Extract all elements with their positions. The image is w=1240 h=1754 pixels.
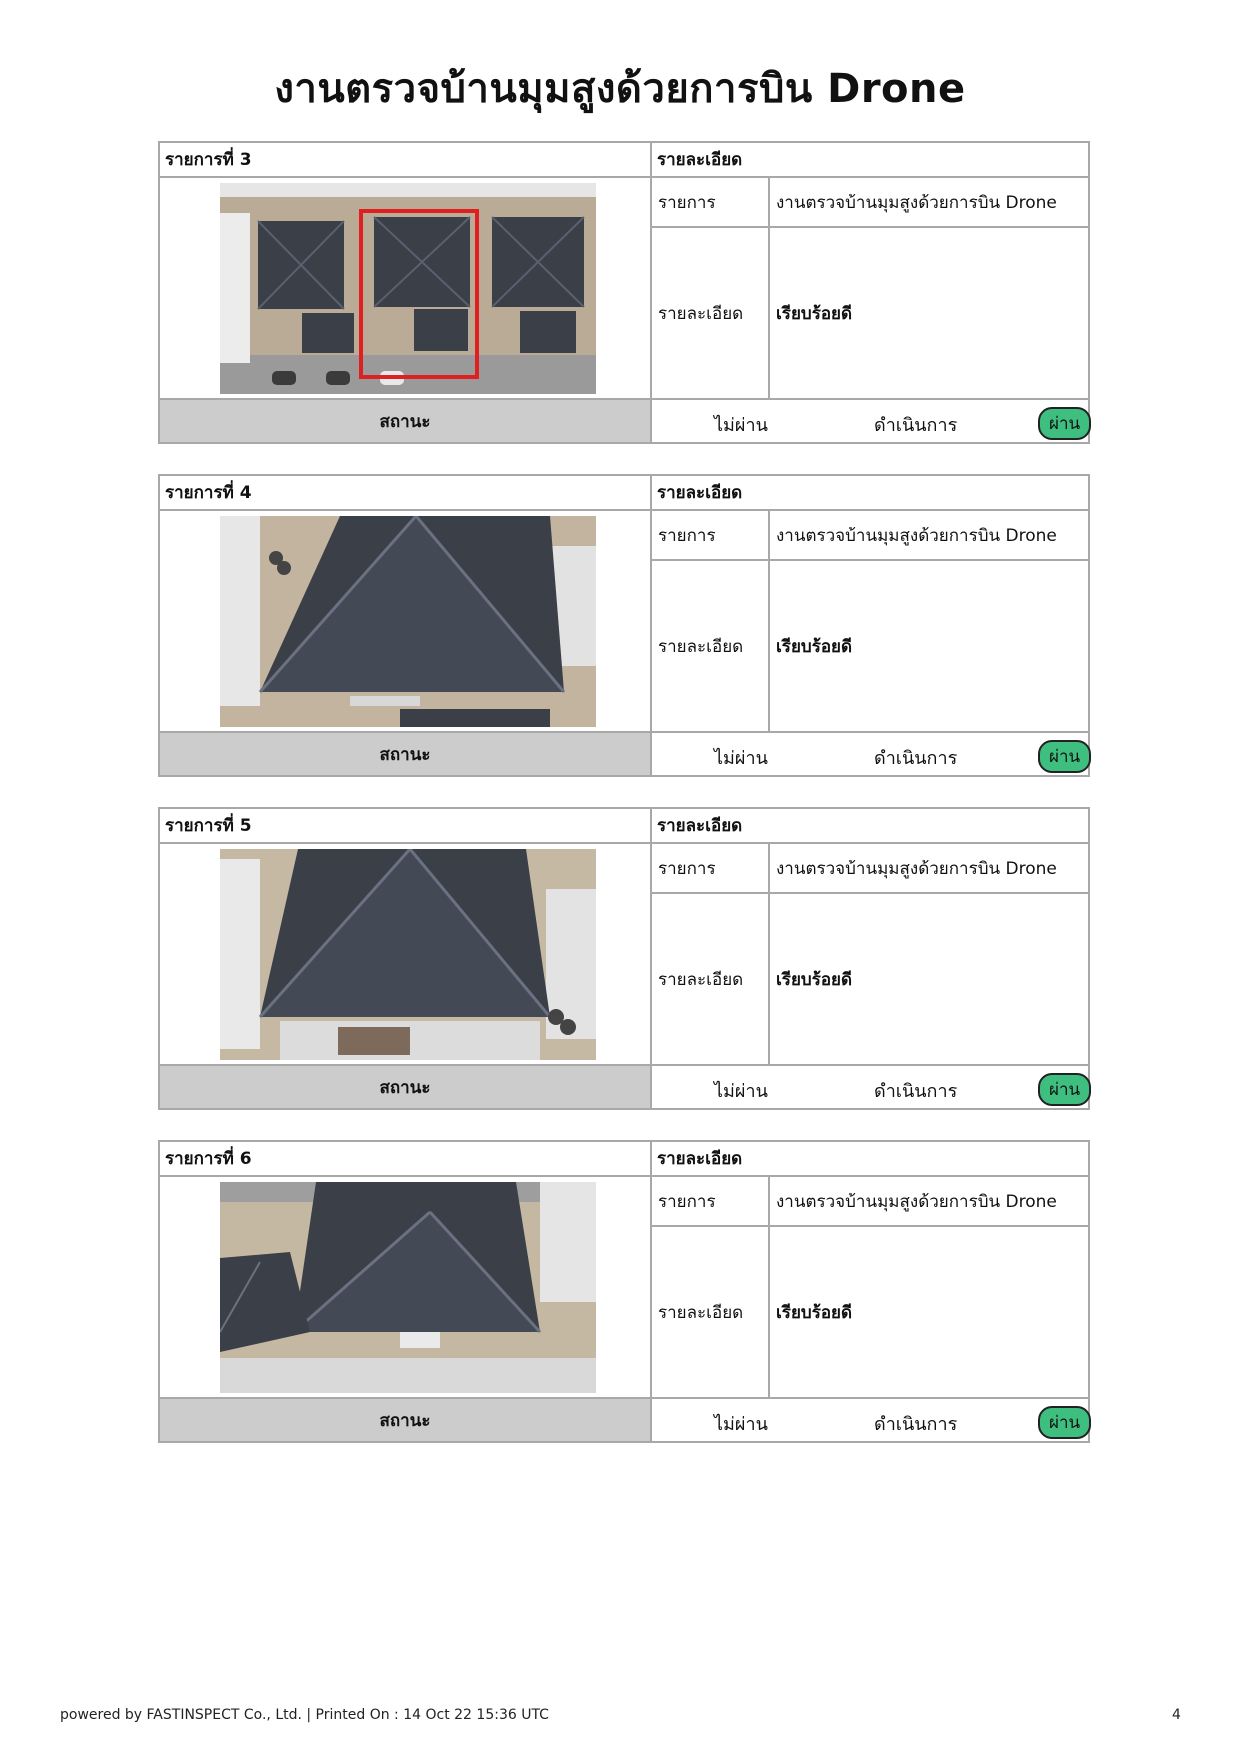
detail-value: เรียบร้อยดี <box>769 560 1089 732</box>
detail-label: รายละเอียด <box>651 893 769 1065</box>
item-number: รายการที่ 3 <box>159 142 651 177</box>
list-value: งานตรวจบ้านมุมสูงด้วยการบิน Drone <box>769 1176 1089 1226</box>
detail-label: รายละเอียด <box>651 227 769 399</box>
status-label: สถานะ <box>159 732 651 776</box>
detail-header: รายละเอียด <box>651 808 1089 843</box>
list-value: งานตรวจบ้านมุมสูงด้วยการบิน Drone <box>769 510 1089 560</box>
detail-value: เรียบร้อยดี <box>769 893 1089 1065</box>
detail-header: รายละเอียด <box>651 142 1089 177</box>
detail-header: รายละเอียด <box>651 1141 1089 1176</box>
detail-label: รายละเอียด <box>651 1226 769 1398</box>
list-label: รายการ <box>651 177 769 227</box>
status-fail-option[interactable]: ไม่ผ่าน <box>714 415 768 436</box>
status-in-progress-option[interactable]: ดำเนินการ <box>874 1081 958 1102</box>
status-in-progress-option[interactable]: ดำเนินการ <box>874 415 958 436</box>
list-value: งานตรวจบ้านมุมสูงด้วยการบิน Drone <box>769 843 1089 893</box>
page-number: 4 <box>1172 1707 1181 1723</box>
status-label: สถานะ <box>159 399 651 443</box>
status-pass-badge[interactable]: ผ่าน <box>1038 407 1091 440</box>
detail-value: เรียบร้อยดี <box>769 1226 1089 1398</box>
list-label: รายการ <box>651 510 769 560</box>
item-number: รายการที่ 4 <box>159 475 651 510</box>
item-number: รายการที่ 5 <box>159 808 651 843</box>
status-options <box>651 1065 1089 1109</box>
status-pass-badge[interactable]: ผ่าน <box>1038 1406 1091 1439</box>
inspection-item-table <box>158 807 1090 1110</box>
status-label: สถานะ <box>159 1065 651 1109</box>
page-title: งานตรวจบ้านมุมสูงด้วยการบิน Drone <box>274 66 966 112</box>
list-label: รายการ <box>651 1176 769 1226</box>
status-fail-option[interactable]: ไม่ผ่าน <box>714 1414 768 1435</box>
inspection-item-table <box>158 474 1090 777</box>
status-in-progress-option[interactable]: ดำเนินการ <box>874 748 958 769</box>
status-pass-badge[interactable]: ผ่าน <box>1038 740 1091 773</box>
detail-value: เรียบร้อยดี <box>769 227 1089 399</box>
footer-text: powered by FASTINSPECT Co., Ltd. | Printed On : 14 Oct 22 15:36 UTC <box>60 1707 549 1723</box>
item-number: รายการที่ 6 <box>159 1141 651 1176</box>
status-options <box>651 1398 1089 1442</box>
status-pass-badge[interactable]: ผ่าน <box>1038 1073 1091 1106</box>
list-value: งานตรวจบ้านมุมสูงด้วยการบิน Drone <box>769 177 1089 227</box>
inspection-item-table <box>158 1140 1090 1443</box>
status-in-progress-option[interactable]: ดำเนินการ <box>874 1414 958 1435</box>
drone-photo <box>220 1182 596 1393</box>
drone-photo <box>220 849 596 1060</box>
status-fail-option[interactable]: ไม่ผ่าน <box>714 748 768 769</box>
detail-header: รายละเอียด <box>651 475 1089 510</box>
status-fail-option[interactable]: ไม่ผ่าน <box>714 1081 768 1102</box>
inspection-item-table <box>158 141 1090 444</box>
drone-photo <box>220 516 596 727</box>
status-options <box>651 399 1089 443</box>
drone-photo <box>220 183 596 394</box>
list-label: รายการ <box>651 843 769 893</box>
status-label: สถานะ <box>159 1398 651 1442</box>
detail-label: รายละเอียด <box>651 560 769 732</box>
status-options <box>651 732 1089 776</box>
